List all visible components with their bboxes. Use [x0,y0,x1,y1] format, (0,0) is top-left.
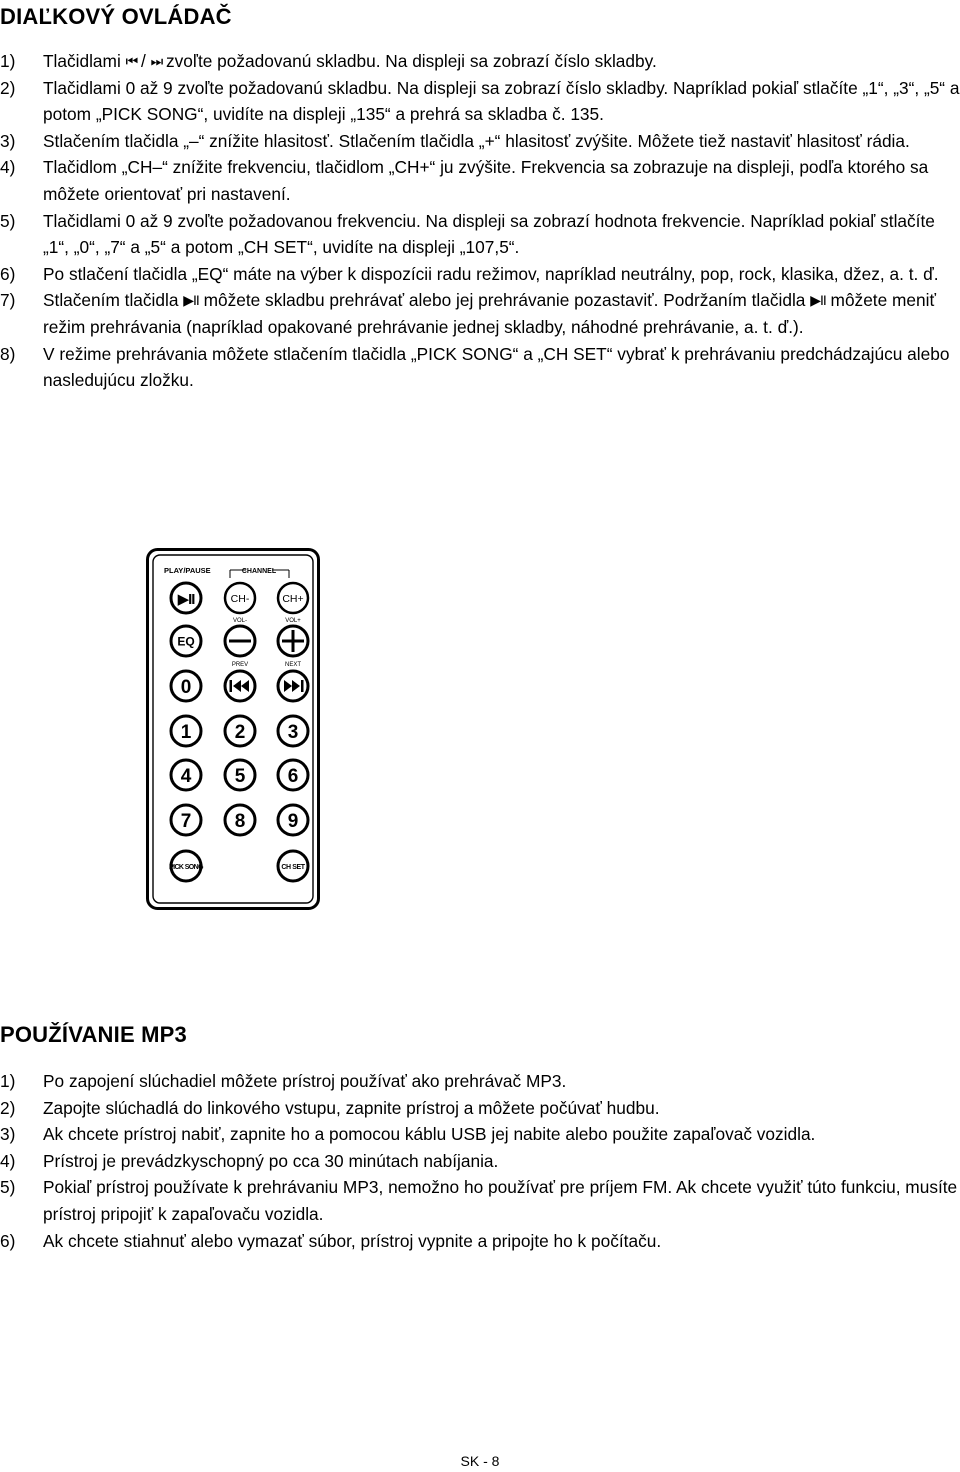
item-number: 3) [0,130,16,151]
item-number: 5) [0,210,16,231]
label-play-pause: PLAY/PAUSE [164,566,211,575]
ch-set-button[interactable] [278,851,308,881]
list-item [0,48,960,75]
digit-label: 5 [234,766,246,787]
item-text: Po zapojení slúchadiel môžete prístroj používať ako prehrávač MP3. [43,1071,567,1091]
item-number: 5) [0,1177,16,1198]
item-text: Tlačidlom „CH–“ znížite frekvenciu, tlačidlom „CH+“ ju zvýšite. Frekvencia sa zobrazuje na displeji, podľa ktorého sa môžete orientovať pri nastavení. [43,157,929,204]
digit-label: 4 [180,766,192,787]
next-button[interactable] [278,671,308,701]
skip-forward-icon: ⏭ [150,53,162,69]
item-text: Po stlačení tlačidla „EQ“ máte na výber k dispozícii radu režimov, napríklad neutrálny, pop, rock, klasika, džez, a. t. ď. [43,263,939,284]
item-number: 2) [0,1097,16,1118]
list-item [0,341,960,394]
digit-label: 8 [234,811,246,832]
digit-0-button[interactable] [171,671,201,701]
digit-8-button[interactable] [225,805,255,835]
play-pause-button[interactable] [171,583,201,613]
volume-up-button[interactable] [278,626,308,656]
label-vol-minus: VOL- [232,618,248,624]
item-number: 1) [0,51,16,71]
play-pause-icon: ▶II [177,591,195,608]
list-item [0,287,960,340]
play-pause-icon: ▶II [183,292,199,309]
item-text: Stlačením tlačidla „–“ znížite hlasitosť. Stlačením tlačidla „+“ hlasitosť zvýšite. Môžete tiež nastaviť hlasitosť rádia. [43,130,910,151]
digit-label: 9 [287,811,299,832]
label-next: NEXT [284,662,302,668]
list-item [0,75,960,128]
list-item [0,1148,960,1175]
ch-plus-label: CH+ [282,593,304,605]
item-text: Ak chcete stiahnuť alebo vymazať súbor, prístroj vypnite a pripojte ho k počítaču. [43,1230,662,1251]
item-number: 2) [0,77,16,98]
label-channel: CHANNEL [241,568,277,575]
list-item [0,154,960,207]
digit-7-button[interactable] [171,805,201,835]
item-text: Tlačidlami [43,51,126,71]
item-text: / [136,51,151,71]
ch-minus-label: CH- [230,593,250,605]
item-text: V režime prehrávania môžete stlačením tlačidla „PICK SONG“ a „CH SET“ vybrať k prehrávaniu predchádzajúcu alebo nasledujúcu zložku. [43,343,950,391]
digit-label: 0 [180,677,192,698]
digit-label: 1 [180,722,192,743]
minus-icon [229,640,251,643]
item-text: môžete skladbu prehrávať alebo jej prehrávanie pozastaviť. Podržaním tlačidla [198,290,811,311]
item-number: 4) [0,1150,16,1171]
list-item [0,261,960,288]
list-item [0,1068,960,1095]
item-number: 4) [0,157,16,178]
volume-down-button[interactable] [225,626,255,656]
digit-4-button[interactable] [171,760,201,790]
list-item [0,208,960,261]
list-item [0,1228,960,1255]
item-text: Tlačidlami 0 až 9 zvoľte požadovanú skladbu. Na displeji sa zobrazí číslo skladby. Napríklad pokiaľ stlačíte „1“, „3“, „5“ a potom „PICK SONG“, uvidíte na displeji „135“ a prehrá sa skladba č. 135. [43,77,960,125]
pick-song-label: PICK SONG [169,864,203,871]
item-text: zvoľte požadovanú skladbu. Na displeji sa zobrazí číslo skladby. [161,51,657,71]
remote-control-illustration [146,548,320,910]
eq-label: EQ [177,634,195,649]
mp3-instructions-list [0,1068,960,1254]
item-number: 8) [0,343,16,364]
remote-control-drawing [146,548,320,910]
digit-2-button[interactable] [225,716,255,746]
digit-6-button[interactable] [278,760,308,790]
digit-9-button[interactable] [278,805,308,835]
plus-icon [292,630,295,652]
channel-minus-button[interactable] [225,583,255,613]
item-text: Zapojte slúchadlá do linkového vstupu, zapnite prístroj a môžete počúvať hudbu. [43,1097,660,1118]
item-number: 6) [0,263,16,284]
digit-3-button[interactable] [278,716,308,746]
list-item [0,128,960,155]
ch-set-label: CH SET [281,864,305,871]
item-number: 1) [0,1071,16,1091]
label-vol-plus: VOL+ [285,618,301,624]
list-item [0,1174,960,1227]
digit-label: 6 [287,766,299,787]
item-text: môžete meniť režim prehrávania (napríklad opakované prehrávanie jednej skladby, náhodné prehrávanie, a. t. ď.). [43,290,936,337]
digit-5-button[interactable] [225,760,255,790]
digit-label: 3 [287,722,299,743]
digit-label: 2 [234,722,246,743]
label-prev: PREV [231,662,249,668]
play-pause-icon: ▶II [810,292,826,309]
mp3-section-title: POUŽÍVANIE MP3 [0,1022,187,1047]
skip-back-icon: ⏮ [125,53,137,69]
item-number: 6) [0,1230,16,1251]
remote-section-title: DIAĽKOVÝ OVLÁDAČ [0,4,232,29]
previous-button[interactable] [225,671,255,701]
item-text: Tlačidlami 0 až 9 zvoľte požadovanou frekvenciu. Na displeji sa zobrazí hodnota frekvencie. Napríklad pokiaľ stlačíte „1“, „0“, „7“ a „5“ a potom „CH SET“, uvidíte na displeji „107,5“. [43,210,935,258]
list-item [0,1121,960,1148]
remote-instructions-list [0,48,960,394]
item-text: Pokiaľ prístroj používate k prehrávaniu MP3, nemožno ho používať pre príjem FM. Ak chcete využiť túto funkciu, musíte prístroj pripojiť k zapaľovaču vozidla. [43,1177,958,1224]
item-text: Stlačením tlačidla [43,290,184,311]
digit-1-button[interactable] [171,716,201,746]
page-number: SK - 8 [460,1453,500,1469]
item-text: Prístroj je prevádzkyschopný po cca 30 minútach nabíjania. [43,1150,499,1171]
item-number: 3) [0,1124,16,1145]
channel-plus-button[interactable] [278,583,308,613]
item-text: Ak chcete prístroj nabiť, zapnite ho a pomocou káblu USB jej nabite alebo použite zapaľovač vozidla. [43,1124,816,1145]
list-item [0,1095,960,1122]
item-number: 7) [0,290,16,311]
digit-label: 7 [180,811,192,832]
eq-button[interactable] [171,626,201,656]
